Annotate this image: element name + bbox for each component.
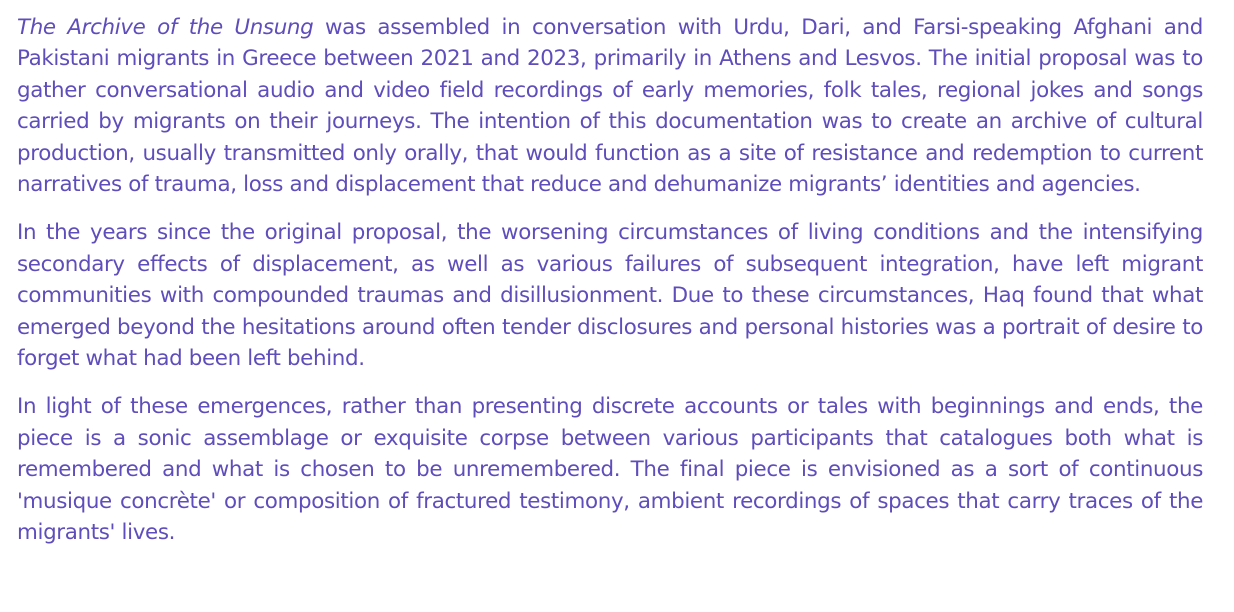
paragraph-3: In light of these emergences, rather than presenting discrete accounts or tales with beginnings and ends, the piece is a sonic assemblage or exquisite corpse between various participants that catalogues both what is remembered and what is chosen to be unremembered. The final piece is envisioned as a sort of continuous 'musique concrète' or composition of fractured testimony, ambient recordings of spaces that carry traces of the migrants' lives. (17, 394, 1203, 546)
archive-title: The Archive of the Unsung (17, 15, 314, 40)
paragraph-1 (17, 12, 1203, 200)
project-description (17, 12, 1203, 549)
paragraph-1-text: was assembled in conversation with Urdu, Dari, and Farsi-speaking Afghani and Pakistani migrants in Greece between 2021 and 2023, primarily in Athens and Lesvos. The initial proposal was to gather conversational audio and video field recordings of early memories, folk tales, regional jokes and songs carried by migrants on their journeys. The intention of this documentation was to create an archive of cultural production, usually transmitted only orally, that would function as a site of resistance and redemption to current narratives of trauma, loss and displacement that reduce and dehumanize migrants’ identities and agencies. (17, 15, 1203, 198)
paragraph-2: In the years since the original proposal, the worsening circumstances of living conditions and the intensifying secondary effects of displacement, as well as various failures of subsequent integration, have left migrant communities with compounded traumas and disillusionment. Due to these circumstances, Haq found that what emerged beyond the hesitations around often tender disclosures and personal histories was a portrait of desire to forget what had been left behind. (17, 220, 1203, 372)
